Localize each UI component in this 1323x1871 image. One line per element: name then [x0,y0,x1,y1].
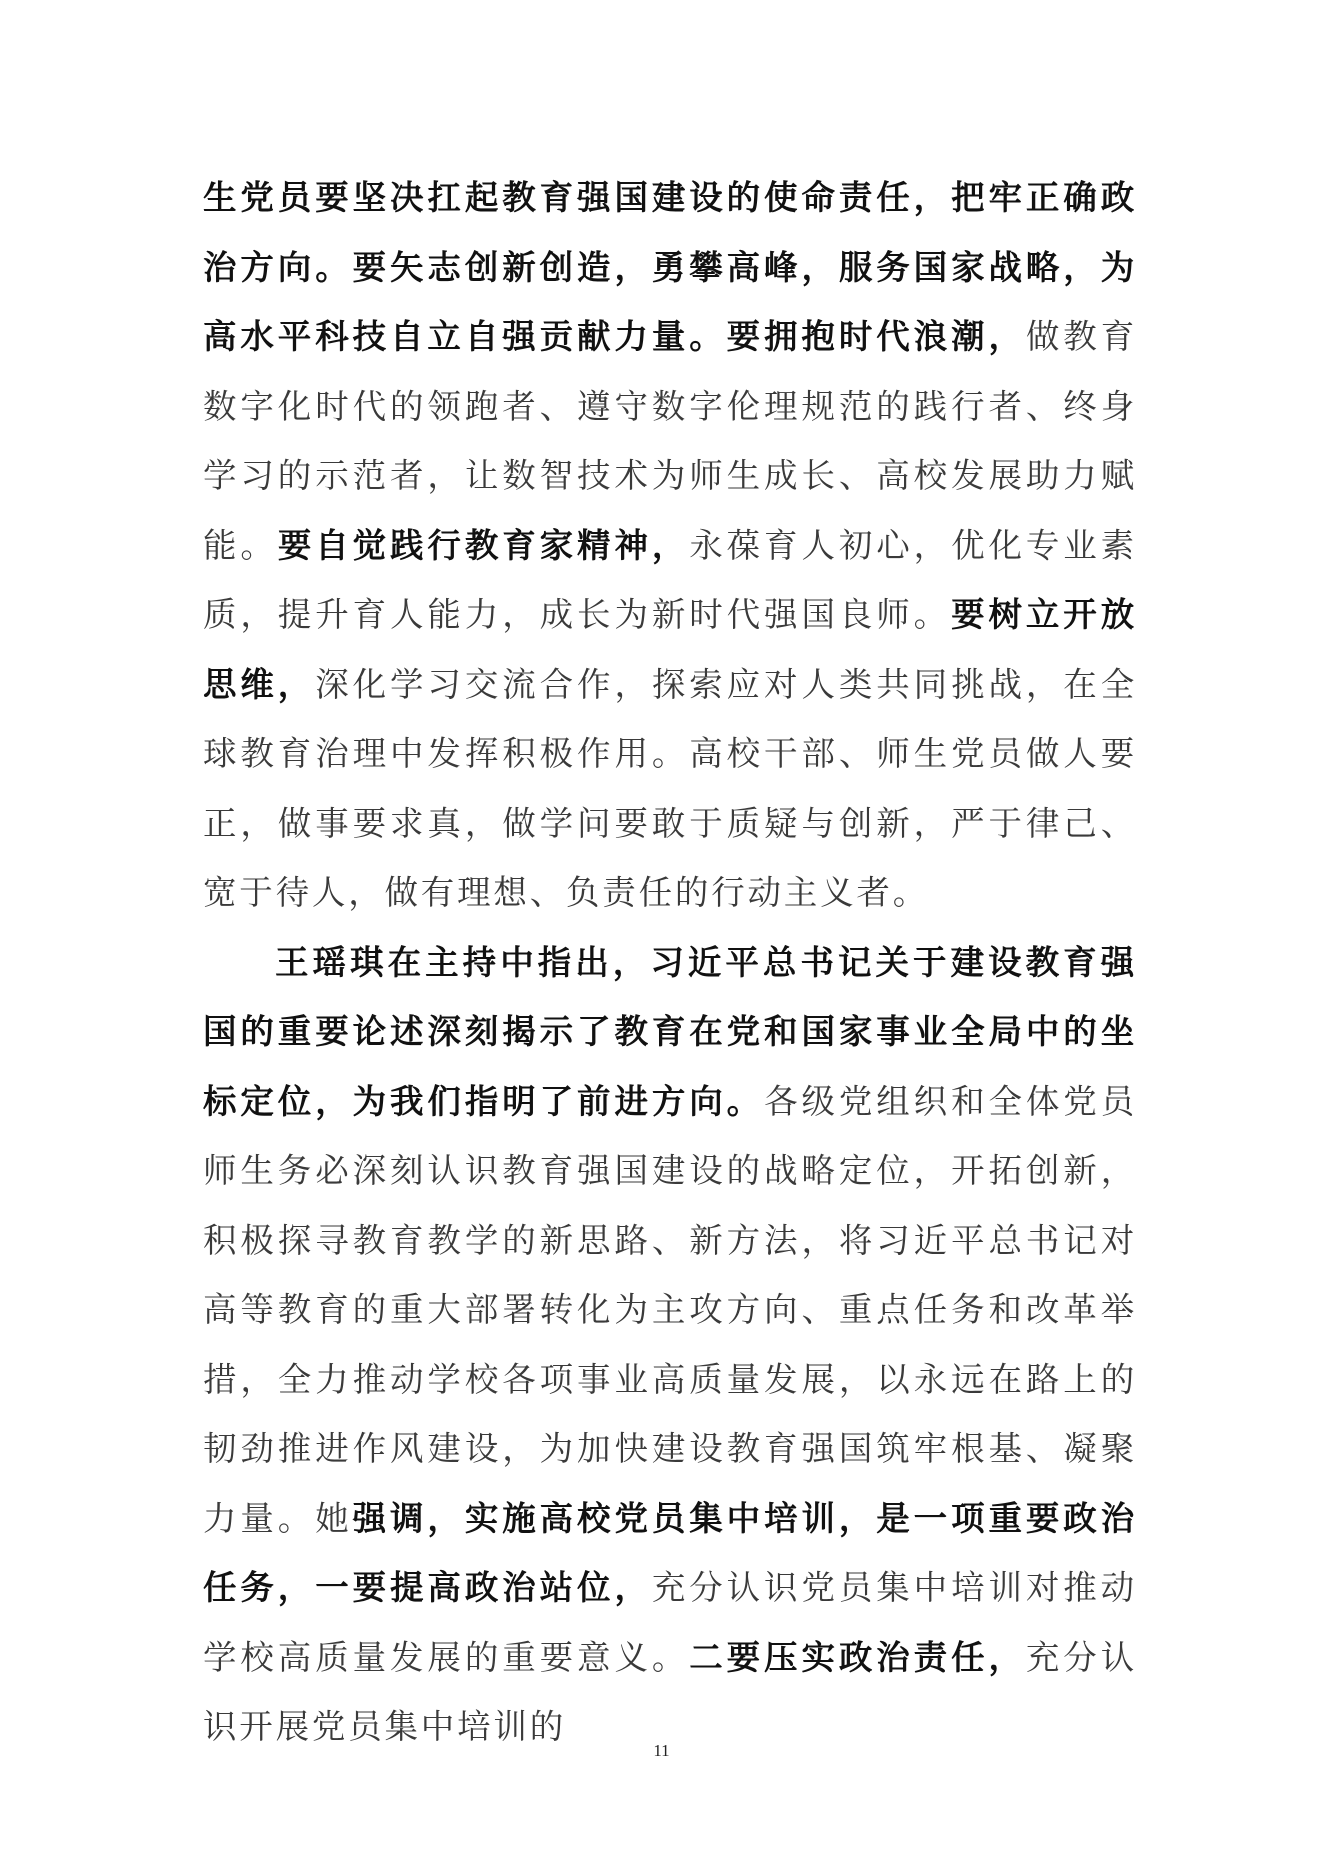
bold-run: 生党员要坚决扛起教育强国建设的使命责任，把牢正确政治方向。要矢志创新创造，勇攀高峰，服务国家战略，为高水平科技自立自强贡献力量。要拥抱时代浪潮， [203,178,1137,356]
text-run: 充分认识开展党员集中培训的 [203,1637,1137,1746]
bold-run: 二要压实政治责任， [689,1637,1026,1677]
bold-run: 王瑶琪在主持中指出，习近平总书记关于建设教育强国的重要论述深刻揭示了教育在党和国家事业全局中的坐标定位，为我们指明了前进方向。 [203,942,1137,1121]
text-run: 永葆育人初心，优化专业素质，提升育人能力，成长为新时代强国良师。 [203,525,1137,634]
body-paragraph-2 [203,928,1137,1762]
text-run: 各级党组织和全体党员师生务必深刻认识教育强国建设的战略定位，开拓创新，积极探寻教育教学的新思路、新方法，将习近平总书记对高等教育的重大部署转化为主攻方向、重点任务和改革举措，全力推动学校各项事业高质量发展，以永远在路上的韧劲推进作风建设，为加快建设教育强国筑牢根基、凝聚力量。她 [203,1081,1137,1538]
text-run: 深化学习交流合作，探索应对人类共同挑战，在全球教育治理中发挥积极作用。高校干部、师生党员做人要正，做事要求真，做学问要敢于质疑与创新，严于律己、宽于待人，做有理想、负责任的行动主义者。 [203,664,1137,912]
body-paragraph-1 [203,163,1137,928]
bold-run: 强调，实施高校党员集中培训，是一项重要政治任务，一要提高政治站位， [203,1498,1137,1607]
bold-run: 要树立开放思维， [203,595,1138,704]
text-run: 充分认识党员集中培训对推动学校高质量发展的重要意义。 [203,1568,1137,1677]
bold-run: 要自觉践行教育家精神， [277,525,690,565]
page-body [203,163,1137,1762]
page-number: 11 [653,1741,670,1760]
text-run: 做教育数字化时代的领跑者、遵守数字伦理规范的践行者、终身学习的示范者，让数智技术为师生成长、高校发展助力赋能。 [203,317,1137,565]
